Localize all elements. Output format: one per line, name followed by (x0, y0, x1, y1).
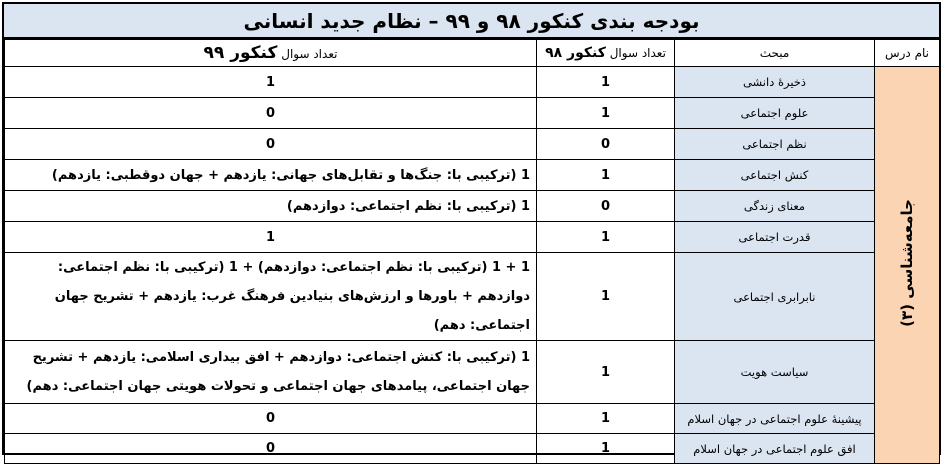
topic-cell: پیشینهٔ علوم اجتماعی در جهان اسلام (675, 404, 875, 434)
table-row (5, 253, 940, 341)
q98-count-cell: 1 (537, 160, 675, 191)
q98-count-cell: 1 (537, 98, 675, 129)
topic-cell: افق علوم اجتماعی در جهان اسلام (675, 434, 875, 464)
page-title: بودجه بندی کنکور ۹۸ و ۹۹ – نظام جدید انسانی (4, 4, 939, 39)
q98-count-cell: 0 (537, 129, 675, 160)
q99-count-cell: 1 (5, 222, 537, 253)
table-row (5, 404, 940, 434)
q99-count-cell: 1 (ترکیبی با: کنش اجتماعی: دوازدهم + افق بیداری اسلامی: یازدهم + تشریح جهان اجتماعی، پیامدهای جهان اجتماعی و تحولات هویتی جهان اجتماعی: دهم) (5, 341, 537, 404)
header-q98 (537, 40, 675, 67)
table-row (5, 434, 940, 464)
q99-count-cell: 0 (5, 98, 537, 129)
topic-cell: معنای زندگی (675, 191, 875, 222)
table-row (5, 222, 940, 253)
table-row (5, 98, 940, 129)
q98-count-cell: 1 (537, 404, 675, 434)
q99-count-cell: 1 (ترکیبی با: نظم اجتماعی: دوازدهم) (5, 191, 537, 222)
header-topic: مبحث (675, 40, 875, 67)
q98-count-cell: 0 (537, 191, 675, 222)
topic-cell: سیاست هویت (675, 341, 875, 404)
budget-table (4, 39, 940, 464)
table-row (5, 160, 940, 191)
budget-table-frame (2, 2, 941, 455)
table-row (5, 191, 940, 222)
q98-count-cell: 1 (537, 253, 675, 341)
q99-count-cell: 0 (5, 434, 537, 464)
q99-count-cell: 1 + 1 (ترکیبی با: نظم اجتماعی: دوازدهم) + 1 (ترکیبی با: نظم اجتماعی: دوازدهم + باورها و ارزش‌های بنیادین فرهنگ غرب: یازدهم + تشریح جهان اجتماعی: دهم) (5, 253, 537, 341)
subject-cell (875, 67, 940, 464)
q99-count-cell: 1 (ترکیبی با: جنگ‌ها و تقابل‌های جهانی: یازدهم + جهان دوقطبی: یازدهم) (5, 160, 537, 191)
topic-cell: قدرت اجتماعی (675, 222, 875, 253)
header-lesson: نام درس (875, 40, 940, 67)
table-row (5, 129, 940, 160)
topic-cell: نظم اجتماعی (675, 129, 875, 160)
table-row (5, 67, 940, 98)
q99-count-cell: 0 (5, 129, 537, 160)
topic-cell: ذخیرهٔ دانشی (675, 67, 875, 98)
q99-count-cell: 0 (5, 404, 537, 434)
table-row (5, 341, 940, 404)
header-q99 (5, 40, 537, 67)
topic-cell: نابرابری اجتماعی (675, 253, 875, 341)
q98-count-cell: 1 (537, 67, 675, 98)
subject-name: جامعه‌شناسی (۳) (898, 199, 916, 327)
header-q98-prefix: تعداد سوال (609, 46, 666, 60)
q99-count-cell: 1 (5, 67, 537, 98)
q98-count-cell: 1 (537, 341, 675, 404)
header-q99-bold: کنکور ۹۹ (203, 43, 278, 63)
header-q98-bold: کنکور ۹۸ (545, 45, 606, 61)
q98-count-cell: 1 (537, 222, 675, 253)
header-row (5, 40, 940, 67)
q98-count-cell: 1 (537, 434, 675, 464)
header-q99-prefix: تعداد سوال (281, 47, 338, 61)
topic-cell: کنش اجتماعی (675, 160, 875, 191)
topic-cell: علوم اجتماعی (675, 98, 875, 129)
